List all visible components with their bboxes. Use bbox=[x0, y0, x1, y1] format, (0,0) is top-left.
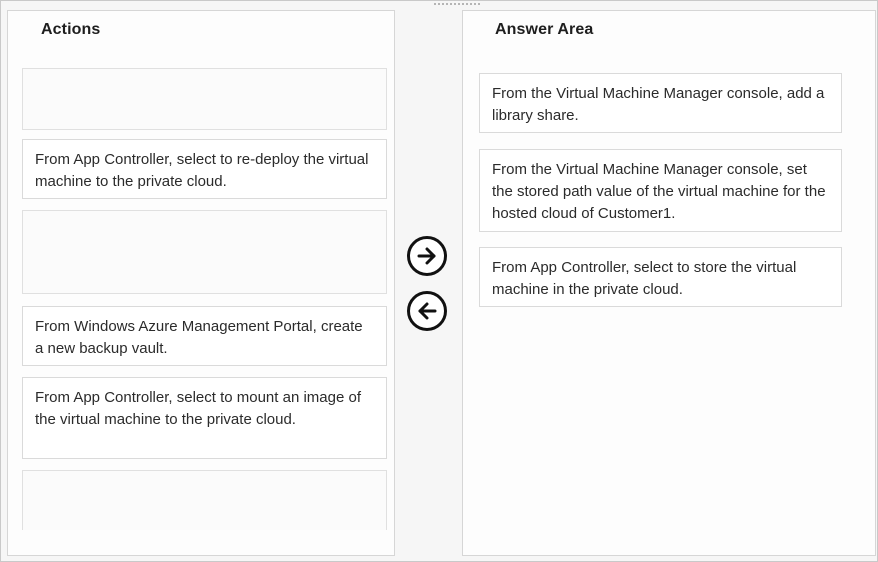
arrow-left-icon bbox=[416, 300, 438, 322]
actions-panel bbox=[7, 10, 395, 556]
answer-item[interactable]: From App Controller, select to store the virtual machine in the private cloud. bbox=[479, 247, 842, 307]
actions-empty-slot[interactable] bbox=[22, 68, 387, 130]
arrow-right-icon bbox=[416, 245, 438, 267]
actions-title: Actions bbox=[41, 21, 101, 38]
answer-item[interactable]: From the Virtual Machine Manager console, set the stored path value of the virtual machine for the hosted cloud of Customer1. bbox=[479, 149, 842, 232]
move-left-button[interactable] bbox=[407, 291, 447, 331]
action-item[interactable]: From App Controller, select to mount an image of the virtual machine to the private cloud. bbox=[22, 377, 387, 459]
actions-empty-slot[interactable] bbox=[22, 210, 387, 294]
move-right-button[interactable] bbox=[407, 236, 447, 276]
action-item[interactable]: From App Controller, select to re-deploy the virtual machine to the private cloud. bbox=[22, 139, 387, 199]
action-item[interactable]: From Windows Azure Management Portal, create a new backup vault. bbox=[22, 306, 387, 366]
answer-area-panel bbox=[462, 10, 876, 556]
drag-handle-dots bbox=[434, 3, 480, 9]
answer-area-title: Answer Area bbox=[495, 21, 594, 38]
answer-item[interactable]: From the Virtual Machine Manager console, add a library share. bbox=[479, 73, 842, 133]
actions-empty-slot[interactable] bbox=[22, 470, 387, 530]
